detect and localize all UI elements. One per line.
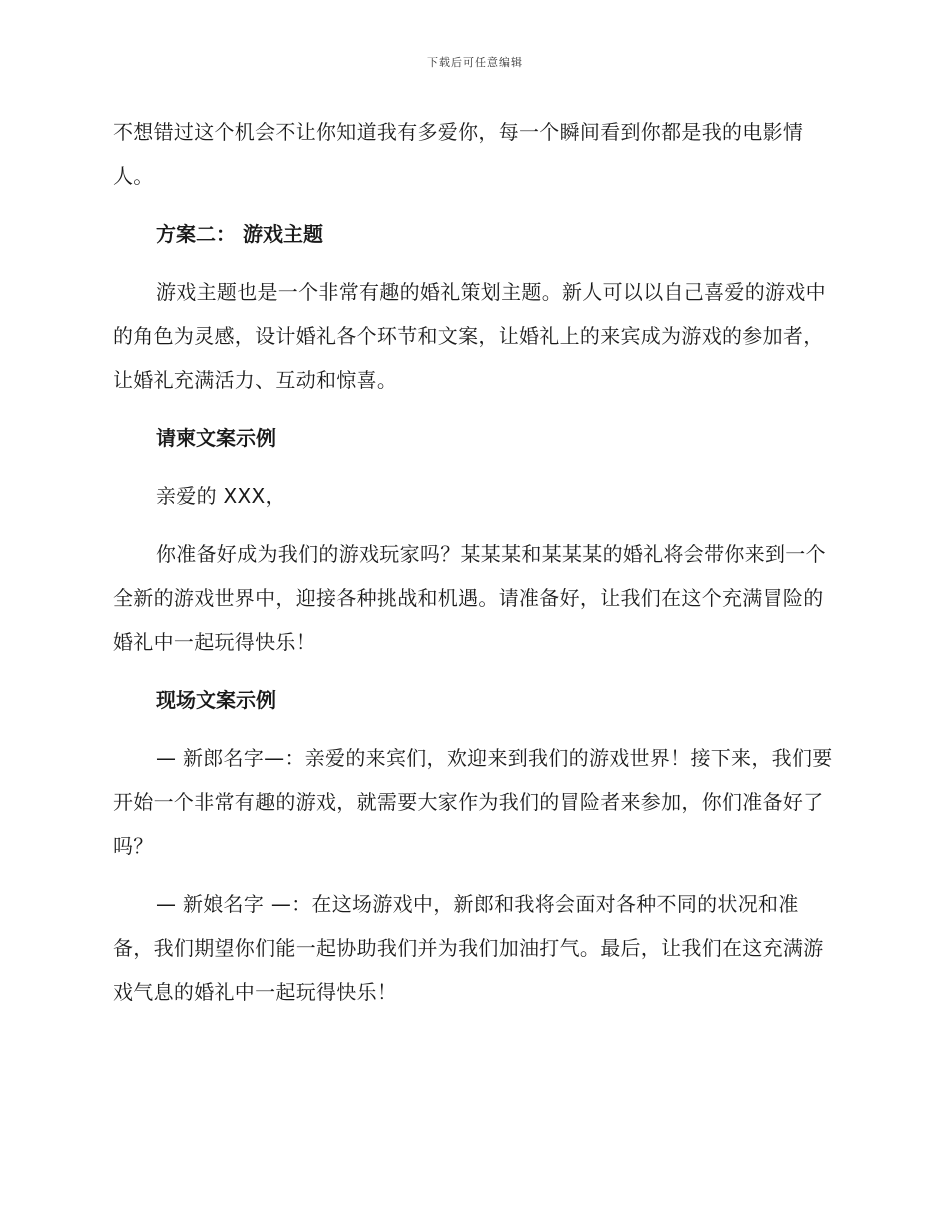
paragraph-bride-speech: — 新娘名字 —：在这场游戏中，新郎和我将会面对各种不同的状况和准备，我们期望你们能一起协助我们并为我们加油打气。最后，让我们在这充满游戏气息的婚礼中一起玩得快乐！ [113, 892, 824, 1004]
paragraph-game-theme-description: 游戏主题也是一个非常有趣的婚礼策划主题。新人可以以自己喜爱的游戏中的角色为灵感，设计婚礼各个环节和文案，让婚礼上的来宾成为游戏的参加者，让婚礼充满活力、互动和惊喜。 [113, 280, 826, 392]
document-body [113, 110, 837, 1028]
paragraph-invitation-body: 你准备好成为我们的游戏玩家吗？某某某和某某某的婚礼将会带你来到一个全新的游戏世界中，迎接各种挑战和机遇。请准备好，让我们在这个充满冒险的婚礼中一起玩得快乐！ [113, 542, 826, 654]
paragraph-greeting: 亲爱的 XXX， [156, 484, 286, 508]
subheading-invitation-example: 请柬文案示例 [156, 426, 276, 450]
paragraph-groom-speech: — 新郎名字—：亲爱的来宾们，欢迎来到我们的游戏世界！接下来，我们要开始一个非常有趣的游戏，就需要大家作为我们的冒险者来参加，你们准备好了吗？ [113, 746, 833, 858]
section-heading-game-theme: 方案二： 游戏主题 [156, 222, 323, 246]
paragraph-intro: 不想错过这个机会不让你知道我有多爱你，每一个瞬间看到你都是我的电影情人。 [113, 120, 804, 188]
page-header: 下载后可任意编辑 [427, 56, 523, 69]
subheading-onsite-example: 现场文案示例 [156, 688, 276, 712]
